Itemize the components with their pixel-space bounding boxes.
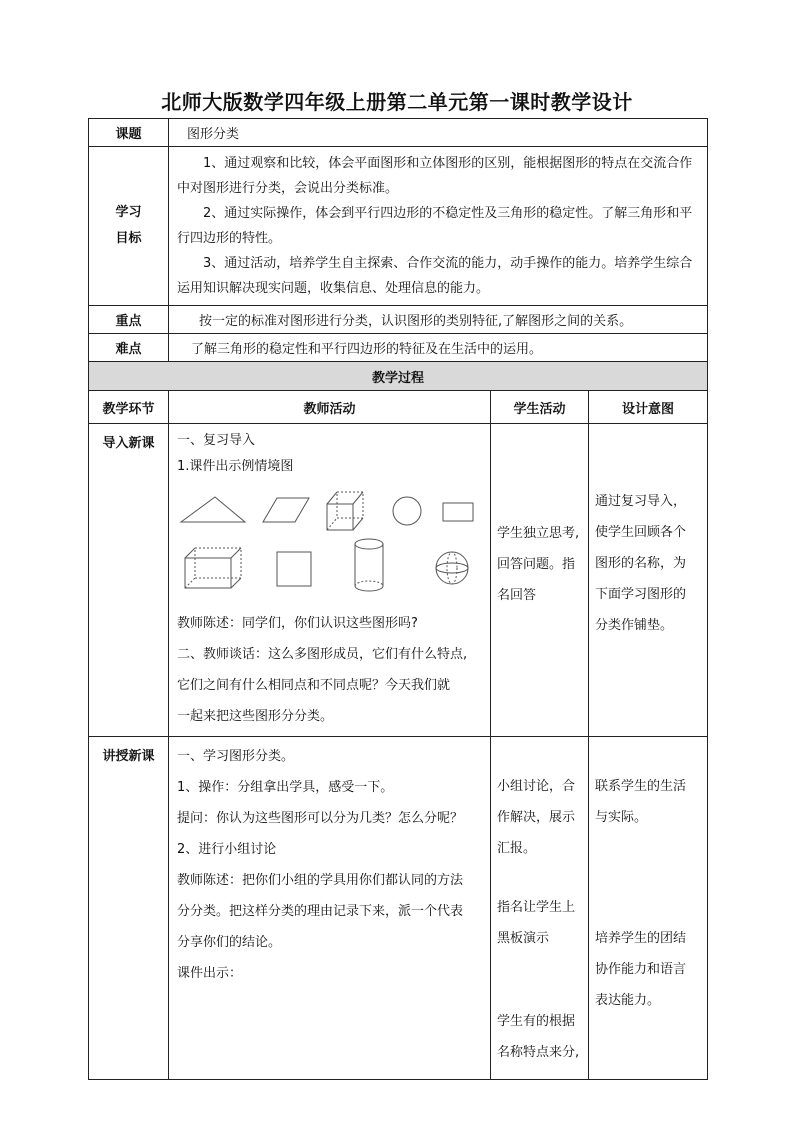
process-band: 教学过程 [89,362,708,391]
intro-intent-line: 通过复习导入， [595,494,687,509]
teach-intent-line: 表达能力。 [595,993,661,1008]
goal-item-2: 2、通过实际操作，体会到平行四边形的不稳定性及三角形的稳定性。了解三角形和平行四边形的特性。 [177,206,693,246]
intro-teacher-line: 1.课件出示例情境图 [177,459,294,474]
square-shape [277,552,311,586]
goals-row [89,147,708,306]
teach-intent-line: 联系学生的生活 [595,779,687,794]
goal-item-1: 1、通过观察和比较，体会平面图形和立体图形的区别，能根据图形的特点在交流合作中对图形进行分类，会说出分类标准。 [177,156,693,196]
intro-row [89,424,708,737]
header-student: 学生活动 [491,391,589,424]
goals-label [89,147,169,306]
intro-intent [589,424,708,737]
intro-stage: 导入新课 [89,424,169,737]
teach-student-line: 汇报。 [497,841,537,856]
teach-student-line: 黑板演示 [497,931,550,946]
page-title: 北师大版数学四年级上册第二单元第一课时教学设计 [161,90,633,114]
header-teacher: 教师活动 [169,391,491,424]
intro-intent-line: 下面学习图形的 [595,587,687,602]
difficulty-label: 难点 [89,334,169,362]
teach-student-line: 学生有的根据 [497,1014,576,1029]
intro-student-line: 名回答 [497,588,537,603]
triangle-shape [181,497,245,522]
teach-intent-line: 协作能力和语言 [595,962,687,977]
key-point-row [89,306,708,334]
teach-teacher-line: 分分类。把这样分类的理由记录下来，派一个代表 [177,904,464,919]
cube-shape [327,492,363,530]
topic-row [89,119,708,147]
teach-student-line: 小组讨论，合 [497,779,576,794]
teach-teacher [169,737,491,1080]
sphere-shape [436,552,468,584]
intro-teacher-line: 二、教师谈话：这么多图形成员，它们有什么特点, [177,647,468,662]
teach-teacher-line: 1、操作：分组拿出学具，感受一下。 [177,780,394,795]
topic-label: 课题 [89,119,169,147]
header-stage: 教学环节 [89,391,169,424]
teach-student-line: 名称特点来分, [497,1045,580,1060]
intro-intent-line: 使学生回顾各个 [595,525,687,540]
teach-teacher-line: 提问：你认为这些图形可以分为几类？怎么分呢？ [177,811,464,826]
teach-stage: 讲授新课 [89,737,169,1080]
teach-row [89,737,708,1080]
goal-item-3: 3、通过活动，培养学生自主探索、合作交流的能力，动手操作的能力。培养学生综合运用知识解决现实问题，收集信息、处理信息的能力。 [177,256,693,296]
parallelogram-shape [263,498,309,522]
intro-teacher-line: 一起来把这些图形分分类。 [177,709,334,724]
rectangle-shape [443,503,473,521]
header-intent: 设计意图 [589,391,708,424]
key-point-label: 重点 [89,306,169,334]
process-header-row [89,391,708,424]
teach-student [491,737,589,1080]
teach-teacher-line: 一、学习图形分类。 [177,749,295,764]
teach-intent [589,737,708,1080]
intro-student-line: 学生独立思考, [497,526,580,541]
cuboid-shape [185,548,241,588]
teach-student-line: 作解决，展示 [497,810,576,825]
lesson-plan-table [88,118,708,1080]
teach-teacher-line: 教师陈述：把你们小组的学具用你们都认同的方法 [177,873,464,888]
intro-teacher-line: 教师陈述：同学们，你们认识这些图形吗? [177,616,418,631]
key-point-value: 按一定的标准对图形进行分类，认识图形的类别特征,了解图形之间的关系。 [169,306,708,334]
shapes-illustration [177,486,477,604]
goals-text [169,147,708,306]
intro-student [491,424,589,737]
intro-teacher-line: 一、复习导入 [177,433,256,448]
teach-teacher-line: 分享你们的结论。 [177,935,282,950]
teach-teacher-line: 2、进行小组讨论 [177,842,277,857]
cylinder-shape [355,539,383,591]
teach-teacher-line: 课件出示： [177,966,243,981]
intro-intent-line: 图形的名称，为 [595,556,687,571]
difficulty-value: 了解三角形的稳定性和平行四边形的特征及在生活中的运用。 [169,334,708,362]
teach-student-line: 指名让学生上 [497,900,576,915]
teach-intent-line: 培养学生的团结 [595,931,687,946]
intro-intent-line: 分类作铺垫。 [595,618,674,633]
circle-shape [393,497,421,525]
intro-teacher [169,424,491,737]
teach-intent-line: 与实际。 [595,810,648,825]
process-band-row [89,362,708,391]
difficulty-row [89,334,708,362]
intro-teacher-line: 它们之间有什么相同点和不同点呢？今天我们就 [177,678,451,693]
goals-label-line1: 学习 [115,205,142,220]
intro-student-line: 回答问题。指 [497,557,576,572]
goals-label-line2: 目标 [115,231,142,246]
topic-value: 图形分类 [169,119,708,147]
